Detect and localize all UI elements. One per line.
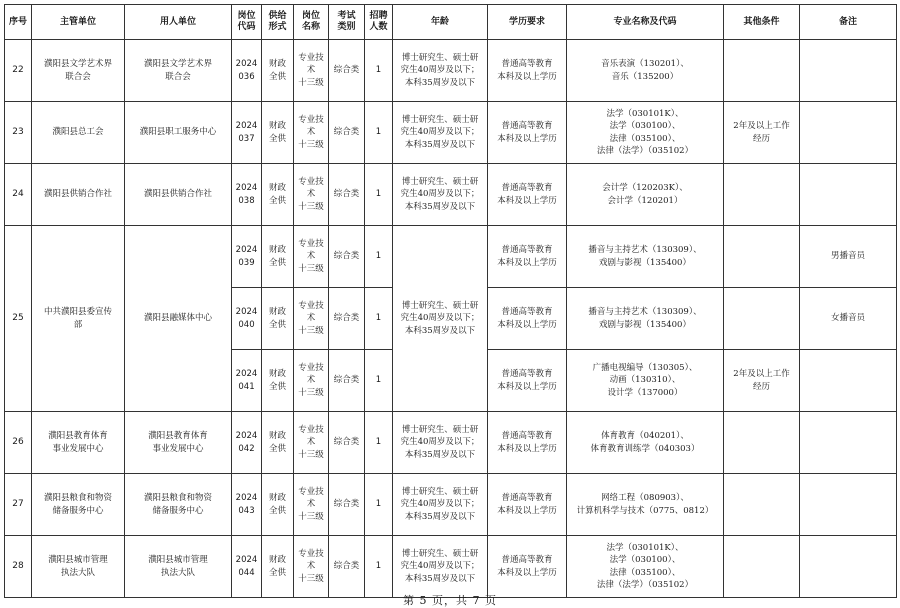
cell-num: 1 (365, 164, 393, 226)
cell-seq: 22 (5, 40, 32, 102)
header-major: 专业名称及代码 (567, 5, 724, 40)
cell-major: 音乐表演（130201）、 音乐（135200） (567, 40, 724, 102)
cell-unit: 濮阳县城市管理 执法大队 (125, 536, 232, 598)
table-row (5, 474, 897, 536)
cell-dept: 濮阳县粮食和物资 储备服务中心 (32, 474, 125, 536)
recruitment-table (4, 4, 897, 598)
header-edu: 学历要求 (488, 5, 567, 40)
cell-other (724, 412, 800, 474)
cell-num: 1 (365, 288, 393, 350)
cell-note (800, 40, 897, 102)
cell-num: 1 (365, 226, 393, 288)
cell-pos: 专业技术 十三级 (294, 40, 329, 102)
table-row (5, 102, 897, 164)
cell-exam: 综合类 (329, 164, 365, 226)
cell-seq: 27 (5, 474, 32, 536)
cell-dept: 濮阳县总工会 (32, 102, 125, 164)
cell-age: 博士研究生、硕士研 究生40周岁及以下； 本科35周岁及以下 (393, 474, 488, 536)
header-seq: 序号 (5, 5, 32, 40)
cell-num: 1 (365, 350, 393, 412)
cell-age: 博士研究生、硕士研 究生40周岁及以下； 本科35周岁及以下 (393, 412, 488, 474)
cell-age: 博士研究生、硕士研 究生40周岁及以下； 本科35周岁及以下 (393, 40, 488, 102)
cell-major: 法学（030101K）、 法学（030100）、 法律（035100）、 法律（法学）（035102） (567, 536, 724, 598)
cell-major: 播音与主持艺术（130309）、 戏剧与影视（135400） (567, 226, 724, 288)
cell-code: 2024 038 (232, 164, 262, 226)
cell-note (800, 536, 897, 598)
cell-note (800, 350, 897, 412)
cell-fund: 财政 全供 (262, 40, 294, 102)
cell-unit: 濮阳县粮食和物资 储备服务中心 (125, 474, 232, 536)
cell-exam: 综合类 (329, 288, 365, 350)
cell-pos: 专业技术 十三级 (294, 226, 329, 288)
cell-exam: 综合类 (329, 474, 365, 536)
cell-unit: 濮阳县供销合作社 (125, 164, 232, 226)
cell-pos: 专业技术 十三级 (294, 102, 329, 164)
cell-dept: 中共濮阳县委宣传 部 (32, 226, 125, 412)
cell-seq: 26 (5, 412, 32, 474)
header-num: 招聘 人数 (365, 5, 393, 40)
cell-edu: 普通高等教育 本科及以上学历 (488, 40, 567, 102)
cell-other (724, 536, 800, 598)
cell-code: 2024 041 (232, 350, 262, 412)
cell-edu: 普通高等教育 本科及以上学历 (488, 474, 567, 536)
cell-edu: 普通高等教育 本科及以上学历 (488, 164, 567, 226)
cell-exam: 综合类 (329, 102, 365, 164)
cell-num: 1 (365, 536, 393, 598)
cell-age: 博士研究生、硕士研 究生40周岁及以下； 本科35周岁及以下 (393, 164, 488, 226)
cell-num: 1 (365, 412, 393, 474)
cell-other (724, 40, 800, 102)
cell-other: 2年及以上工作 经历 (724, 102, 800, 164)
cell-note (800, 474, 897, 536)
cell-age: 博士研究生、硕士研 究生40周岁及以下； 本科35周岁及以下 (393, 536, 488, 598)
cell-unit: 濮阳县职工服务中心 (125, 102, 232, 164)
cell-major: 广播电视编导（130305）、 动画（130310）、 设计学（137000） (567, 350, 724, 412)
cell-dept: 濮阳县供销合作社 (32, 164, 125, 226)
cell-major: 体育教育（040201）、 体育教育训练学（040303） (567, 412, 724, 474)
header-code: 岗位 代码 (232, 5, 262, 40)
cell-edu: 普通高等教育 本科及以上学历 (488, 102, 567, 164)
table-row (5, 226, 897, 288)
header-exam: 考试 类别 (329, 5, 365, 40)
cell-other (724, 288, 800, 350)
cell-exam: 综合类 (329, 40, 365, 102)
cell-fund: 财政 全供 (262, 350, 294, 412)
cell-unit: 濮阳县文学艺术界 联合会 (125, 40, 232, 102)
table-row (5, 536, 897, 598)
cell-seq: 24 (5, 164, 32, 226)
cell-dept: 濮阳县城市管理 执法大队 (32, 536, 125, 598)
cell-note (800, 102, 897, 164)
cell-code: 2024 043 (232, 474, 262, 536)
cell-edu: 普通高等教育 本科及以上学历 (488, 412, 567, 474)
table-row (5, 40, 897, 102)
cell-code: 2024 036 (232, 40, 262, 102)
cell-fund: 财政 全供 (262, 288, 294, 350)
cell-unit: 濮阳县教育体育 事业发展中心 (125, 412, 232, 474)
cell-exam: 综合类 (329, 536, 365, 598)
cell-fund: 财政 全供 (262, 102, 294, 164)
cell-fund: 财政 全供 (262, 164, 294, 226)
header-age: 年龄 (393, 5, 488, 40)
cell-fund: 财政 全供 (262, 474, 294, 536)
cell-fund: 财政 全供 (262, 226, 294, 288)
table-header-row (5, 5, 897, 40)
cell-code: 2024 039 (232, 226, 262, 288)
header-other: 其他条件 (724, 5, 800, 40)
cell-major: 网络工程（080903）、 计算机科学与技术（0775、0812） (567, 474, 724, 536)
table-row (5, 164, 897, 226)
cell-pos: 专业技术 十三级 (294, 412, 329, 474)
cell-num: 1 (365, 102, 393, 164)
cell-pos: 专业技术 十三级 (294, 536, 329, 598)
cell-note (800, 164, 897, 226)
cell-age: 博士研究生、硕士研 究生40周岁及以下； 本科35周岁及以下 (393, 226, 488, 412)
cell-pos: 专业技术 十三级 (294, 164, 329, 226)
cell-note: 女播音员 (800, 288, 897, 350)
header-dept: 主管单位 (32, 5, 125, 40)
cell-pos: 专业技术 十三级 (294, 288, 329, 350)
cell-code: 2024 044 (232, 536, 262, 598)
cell-edu: 普通高等教育 本科及以上学历 (488, 288, 567, 350)
cell-code: 2024 042 (232, 412, 262, 474)
header-unit: 用人单位 (125, 5, 232, 40)
header-fund: 供给 形式 (262, 5, 294, 40)
cell-num: 1 (365, 474, 393, 536)
cell-fund: 财政 全供 (262, 536, 294, 598)
cell-seq: 28 (5, 536, 32, 598)
cell-code: 2024 040 (232, 288, 262, 350)
cell-num: 1 (365, 40, 393, 102)
cell-major: 播音与主持艺术（130309）、 戏剧与影视（135400） (567, 288, 724, 350)
cell-seq: 25 (5, 226, 32, 412)
cell-edu: 普通高等教育 本科及以上学历 (488, 350, 567, 412)
cell-other (724, 164, 800, 226)
cell-pos: 专业技术 十三级 (294, 474, 329, 536)
cell-note: 男播音员 (800, 226, 897, 288)
cell-exam: 综合类 (329, 226, 365, 288)
cell-seq: 23 (5, 102, 32, 164)
cell-code: 2024 037 (232, 102, 262, 164)
cell-major: 法学（030101K）、 法学（030100）、 法律（035100）、 法律（法学）（035102） (567, 102, 724, 164)
cell-edu: 普通高等教育 本科及以上学历 (488, 226, 567, 288)
cell-major: 会计学（120203K）、 会计学（120201） (567, 164, 724, 226)
cell-fund: 财政 全供 (262, 412, 294, 474)
cell-dept: 濮阳县教育体育 事业发展中心 (32, 412, 125, 474)
header-note: 备注 (800, 5, 897, 40)
cell-pos: 专业技术 十三级 (294, 350, 329, 412)
page-footer: 第 5 页，共 7 页 (403, 594, 497, 607)
cell-other (724, 474, 800, 536)
header-pos: 岗位 名称 (294, 5, 329, 40)
cell-note (800, 412, 897, 474)
cell-dept: 濮阳县文学艺术界 联合会 (32, 40, 125, 102)
cell-edu: 普通高等教育 本科及以上学历 (488, 536, 567, 598)
cell-other (724, 226, 800, 288)
cell-exam: 综合类 (329, 350, 365, 412)
cell-other: 2年及以上工作 经历 (724, 350, 800, 412)
cell-age: 博士研究生、硕士研 究生40周岁及以下； 本科35周岁及以下 (393, 102, 488, 164)
cell-unit: 濮阳县融媒体中心 (125, 226, 232, 412)
table-row (5, 412, 897, 474)
cell-exam: 综合类 (329, 412, 365, 474)
